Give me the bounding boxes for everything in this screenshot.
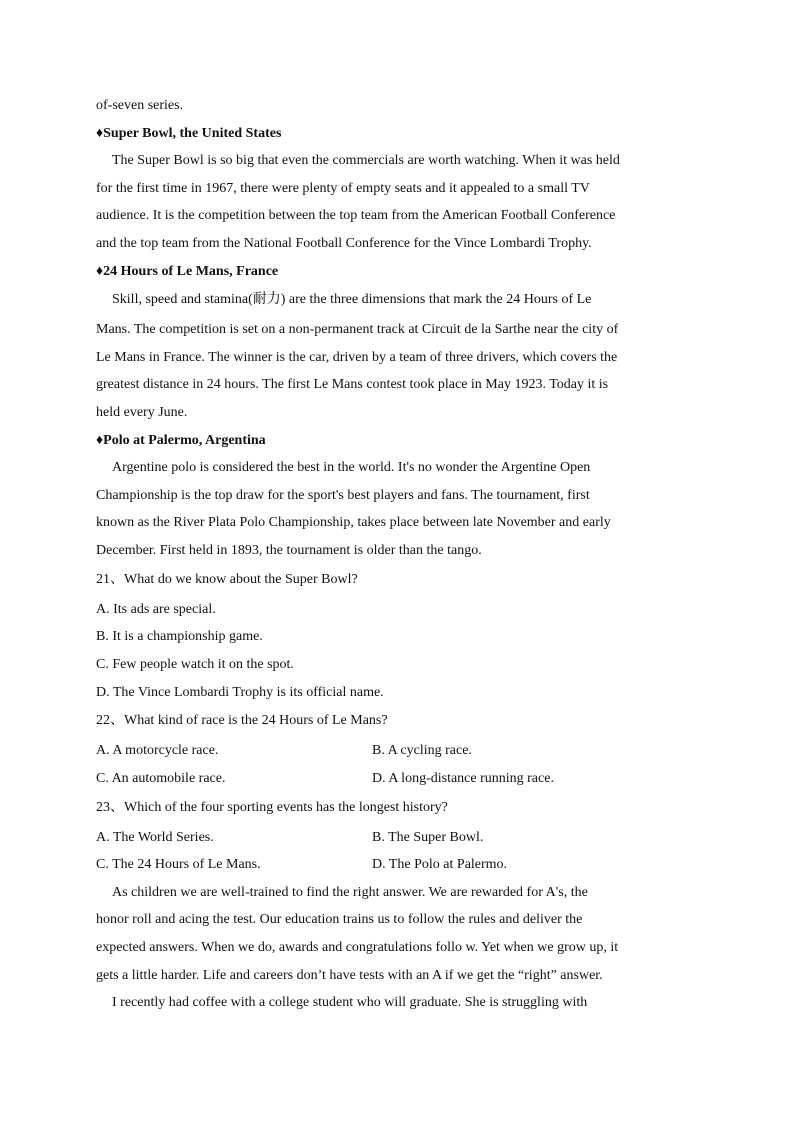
paragraph-line: December. First held in 1893, the tournament is older than the tango. — [96, 543, 482, 558]
paragraph-line: Mans. The competition is set on a non-permanent track at Circuit de la Sarthe near the city of — [96, 322, 619, 337]
intro-tail: of-seven series. — [96, 98, 184, 113]
paragraph-line: I recently had coffee with a college student who will graduate. She is struggling with — [112, 995, 588, 1010]
paragraph-line: As children we are well-trained to find the right answer. We are rewarded for A's, the — [112, 885, 588, 900]
question-option: B. A cycling race. — [372, 743, 472, 758]
question-option: D. A long-distance running race. — [372, 771, 554, 786]
paragraph-line: Skill, speed and stamina(耐力) are the three dimensions that mark the 24 Hours of Le — [112, 292, 592, 307]
question-option: D. The Polo at Palermo. — [372, 857, 508, 872]
question-option: C. An automobile race. — [96, 771, 226, 786]
question-stem-22: 22、What kind of race is the 24 Hours of Le Mans? — [96, 713, 388, 728]
section-heading-polo: ♦Polo at Palermo, Argentina — [96, 433, 266, 448]
section-heading-super-bowl: ♦Super Bowl, the United States — [96, 126, 282, 141]
question-option: C. Few people watch it on the spot. — [96, 657, 294, 672]
paragraph-line: greatest distance in 24 hours. The first Le Mans contest took place in May 1923. Today it is — [96, 377, 609, 392]
paragraph-line: held every June. — [96, 405, 188, 420]
question-stem-21: 21、What do we know about the Super Bowl? — [96, 572, 358, 587]
question-option: A. A motorcycle race. — [96, 743, 219, 758]
paragraph-line: and the top team from the National Football Conference for the Vince Lombardi Trophy. — [96, 236, 592, 251]
paragraph-line: Le Mans in France. The winner is the car, driven by a team of three drivers, which covers the — [96, 350, 618, 365]
paragraph-line: gets a little harder. Life and careers don’t have tests with an A if we get the “right” answer. — [96, 968, 603, 983]
section-heading-le-mans: ♦24 Hours of Le Mans, France — [96, 264, 279, 279]
question-option: C. The 24 Hours of Le Mans. — [96, 857, 261, 872]
question-stem-23: 23、Which of the four sporting events has the longest history? — [96, 800, 448, 815]
paragraph-line: known as the River Plata Polo Championship, takes place between late November and early — [96, 515, 611, 530]
paragraph-line: The Super Bowl is so big that even the commercials are worth watching. When it was held — [112, 153, 620, 168]
paragraph-line: Argentine polo is considered the best in the world. It's no wonder the Argentine Open — [112, 460, 591, 475]
paragraph-line: Championship is the top draw for the sport's best players and fans. The tournament, first — [96, 488, 590, 503]
question-option: D. The Vince Lombardi Trophy is its official name. — [96, 685, 384, 700]
paragraph-line: expected answers. When we do, awards and congratulations follo w. Yet when we grow up, it — [96, 940, 619, 955]
paragraph-line: honor roll and acing the test. Our education trains us to follow the rules and deliver the — [96, 912, 583, 927]
question-option: A. Its ads are special. — [96, 602, 216, 617]
paragraph-line: for the first time in 1967, there were plenty of empty seats and it appealed to a small TV — [96, 181, 590, 196]
paragraph-line: audience. It is the competition between the top team from the American Football Conference — [96, 208, 616, 223]
question-option: A. The World Series. — [96, 830, 214, 845]
question-option: B. It is a championship game. — [96, 629, 263, 644]
question-option: B. The Super Bowl. — [372, 830, 484, 845]
